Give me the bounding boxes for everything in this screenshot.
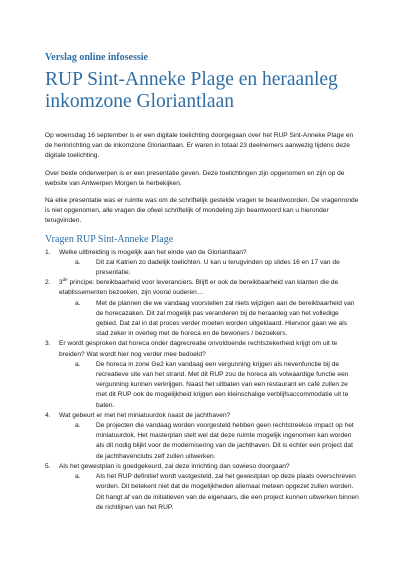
question-item (45, 462, 360, 513)
question-item (45, 339, 360, 410)
answer-list (59, 360, 360, 411)
answer-letter: a. (75, 258, 81, 266)
answer-item (75, 360, 360, 411)
question-text: Welke uitbreiding is mogelijk aan het einde van de Gloriantlaan? (59, 248, 247, 256)
answer-letter: a. (75, 473, 81, 481)
question-text: principe: bereikbaarheid voor leveranciers. Blijft er ook de bereikbaarheid van klanten die de etablissementen bezoeken, zijn vooral ouderen… (59, 279, 339, 297)
answer-item (75, 421, 360, 462)
question-item (45, 248, 360, 279)
section-heading: Vragen RUP Sint-Anneke Plage (45, 233, 174, 245)
answer-text: Dit zal Katrien zo dadelijk toelichten. U kan u terugvinden op slides 16 en 17 van de presentatie. (96, 258, 340, 277)
answer-item (75, 472, 360, 513)
answer-list (59, 299, 360, 340)
question-list (45, 248, 360, 513)
answer-text: De horeca in zone Ge2 kan vandaag een vergunning krijgen als nevenfunctie bij de recreatieve site van het strand. Met dit RUP zou de horeca als volwaardige functie een vergunning kunnen verkrijgen. Naast het uitbaten van een restaurant en café zullen ze met dit RUP ook de mogelijkheid krijgen een kleinschalige verblijfsaccommodatie uit te baten. (96, 360, 349, 409)
question-item (45, 278, 360, 339)
question-ordinal-suffix: de (62, 277, 68, 283)
question-text: Wat gebeurt er met het miniatuurdok naast de jachthaven? (59, 411, 231, 419)
answer-text: Met de plannen die we vandaag voorstellen zal niets wijzigen aan de bereikbaarheid van de horecazaken. Dit zal mogelijk pas veranderen bij de heraanleg van het volledige gebied. Dat zal in dat proces verder moeten worden uitgeklaard. Hiervoor gaan we als stad zeker in overleg met de horeca en de bewoners / bezoekers. (96, 299, 355, 338)
question-text: Er wordt gesproken dat horeca onder dagrecreatie onvoldoende rechtszekerheid krijgt om uit te breiden? Wat wordt hier nog verder mee bedoeld? (59, 340, 338, 358)
title-line-1: RUP Sint-Anneke Plage en heraanleg (45, 69, 338, 90)
answer-text: Als het RUP definitief wordt vastgesteld, zal het gewestplan op deze plaats overschreven worden. Dit betekent niet dat de mogelijkheden allemaal meteen opgezet zullen worden. Dit hangt af van de initiatieven van de eigenaars, die een project kunnen uitwerken binnen de richtlijnen van het RUP. (96, 473, 359, 511)
answer-list (59, 258, 360, 278)
question-number: 3. (45, 340, 51, 348)
answer-text: De projecten die vandaag worden voorgesteld hebben geen rechtstreekse impact op het miniatuurdok. Het masterplan stelt wel dat deze ruimte mogelijk ingenomen kan worden als dit nodig blijkt voor de modernisering van de jachthaven. Dit is echter een project dat de jachthavenclubs zelf zullen uitwerken. (96, 422, 354, 460)
question-item (45, 411, 360, 462)
question-number: 2. (45, 279, 51, 287)
answer-letter: a. (75, 422, 81, 430)
answer-item (75, 299, 360, 340)
question-text: Als het gewestplan is goedgekeurd, zal deze inrichting dan sowieso doorgaan? (59, 462, 290, 470)
question-number: 1. (45, 248, 51, 256)
answer-list (59, 472, 360, 513)
title-line-2: inkomzone Gloriantlaan (45, 91, 234, 112)
document-kicker: Verslag online infosessie (45, 52, 148, 63)
intro-paragraph: Over beide onderwerpen is er een presentatie geven. Deze toelichtingen zijn opgenomen en zijn op de website van Antwerpen Morgen te herbekijken. (45, 169, 345, 187)
answer-letter: a. (75, 360, 81, 368)
question-number: 5. (45, 462, 51, 470)
intro-paragraph: Op woensdag 16 september is er een digitale toelichting doorgegaan over het RUP Sint-Anneke Plage en de herinrichting van de inkomzone Gloriantlaan. Er waren in totaal 23 deelnemers aanwezig tijdens deze digitale toelichting. (45, 132, 354, 160)
intro-paragraph: Na elke presentatie was er ruimte was om de schriftelijk gestelde vragen te beantwoorden. De vragenronde is niet opgenomen, alle vragen die ofwel schriftelijk of mondeling zijn beantwoord kan u hieronder terugvinden. (45, 197, 359, 225)
answer-letter: a. (75, 299, 81, 307)
answer-item (75, 258, 360, 278)
document-title (45, 69, 360, 113)
question-ordinal: 3 (59, 279, 63, 287)
question-number: 4. (45, 411, 51, 419)
answer-list (59, 421, 360, 462)
